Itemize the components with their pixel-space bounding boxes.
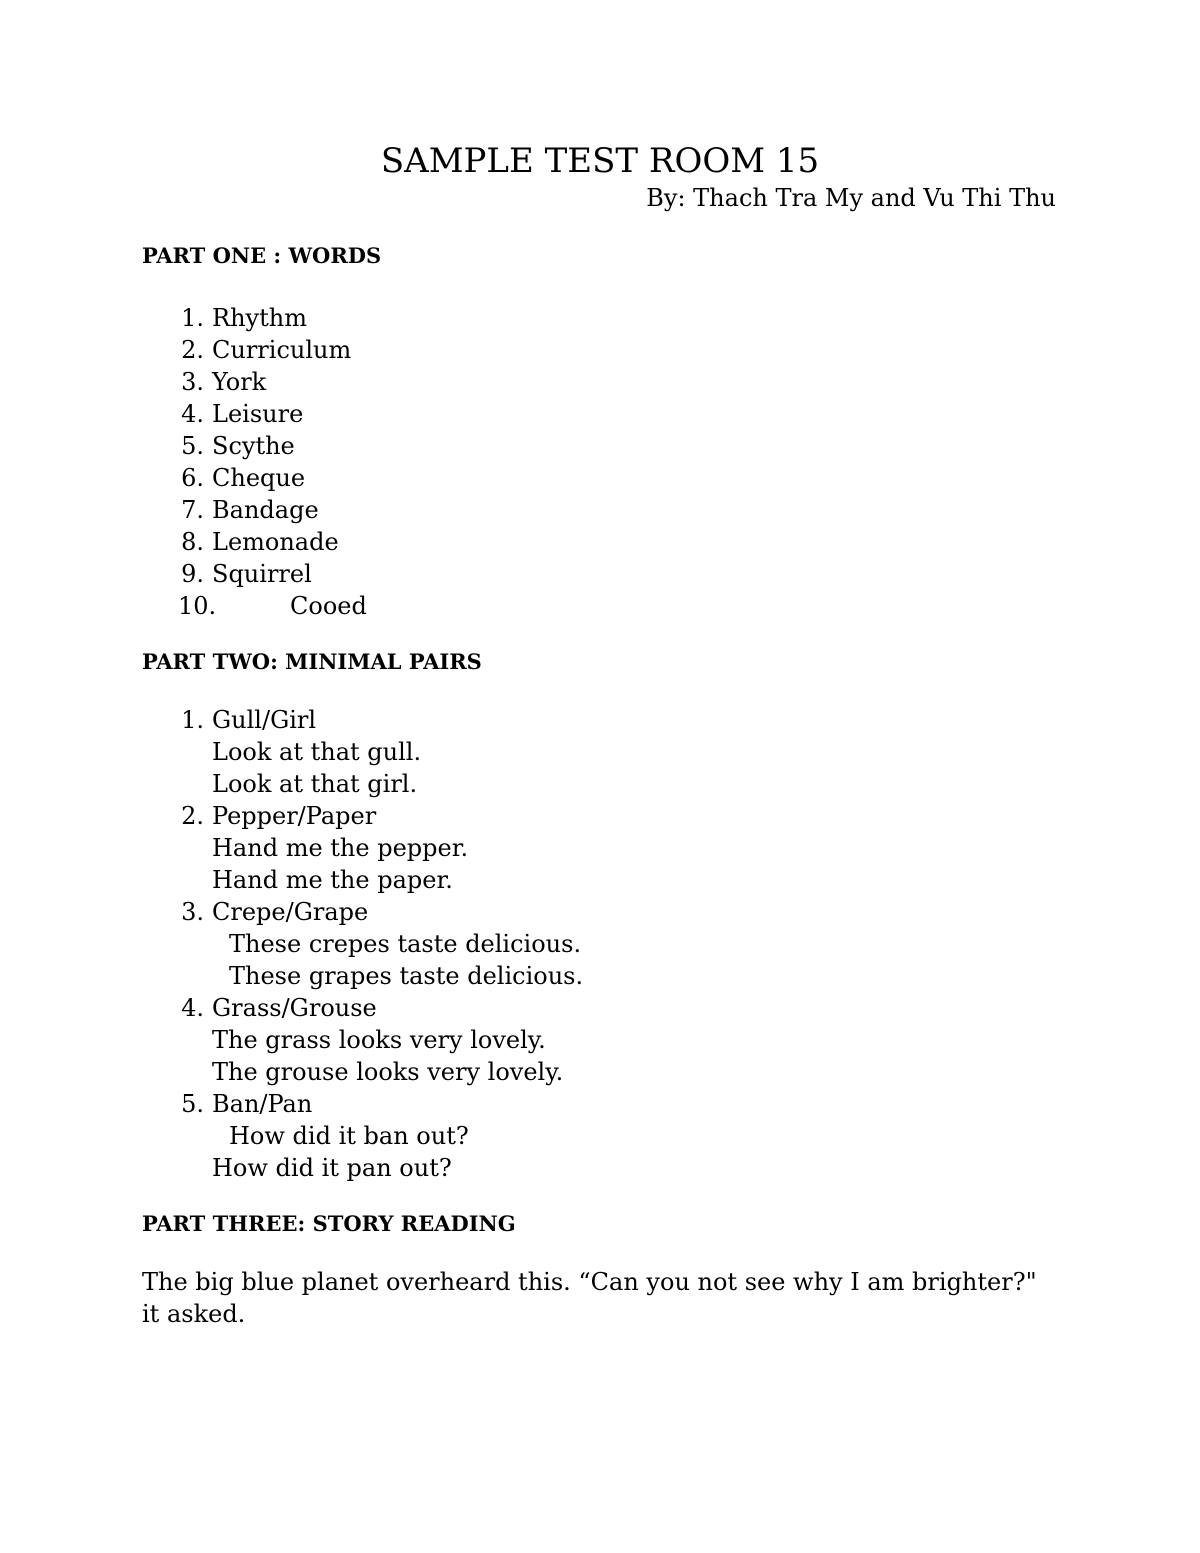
item-number: 3. (181, 898, 204, 926)
word-text: Scythe (212, 432, 295, 460)
word-text: Leisure (212, 400, 304, 428)
pair-sentence: Look at that girl. (212, 770, 418, 798)
part-three-heading: PART THREE: STORY READING (142, 1211, 516, 1236)
item-number: 4. (181, 994, 204, 1022)
word-text: Lemonade (212, 528, 339, 556)
list-item (142, 558, 742, 590)
item-number: 3. (181, 368, 204, 396)
list-item (142, 896, 842, 992)
pair-sentence: Look at that gull. (212, 738, 422, 766)
item-number: 9. (181, 560, 204, 588)
list-item (142, 1088, 842, 1184)
pair-words: Ban/Pan (212, 1090, 313, 1118)
item-number: 2. (181, 336, 204, 364)
item-number: 6. (181, 464, 204, 492)
list-item (142, 302, 742, 334)
list-item (142, 462, 742, 494)
item-number: 5. (181, 1090, 204, 1118)
list-item (142, 398, 742, 430)
pair-sentence: These crepes taste delicious. (229, 930, 582, 958)
list-item (142, 366, 742, 398)
pair-sentence: How did it pan out? (212, 1154, 452, 1182)
item-number: 10. (178, 592, 217, 620)
minimal-pairs-list (142, 704, 842, 1184)
list-item (142, 526, 742, 558)
pair-sentence: These grapes taste delicious. (229, 962, 584, 990)
word-text: Cheque (212, 464, 306, 492)
list-item (142, 704, 842, 800)
pair-words: Crepe/Grape (212, 898, 369, 926)
list-item (142, 992, 842, 1088)
word-text: Cooed (290, 592, 367, 620)
part-two-heading: PART TWO: MINIMAL PAIRS (142, 649, 482, 674)
word-text: Bandage (212, 496, 319, 524)
item-number: 4. (181, 400, 204, 428)
word-text: Curriculum (212, 336, 352, 364)
word-text: Squirrel (212, 560, 312, 588)
pair-sentence: Hand me the paper. (212, 866, 453, 894)
pair-sentence: The grass looks very lovely. (212, 1026, 546, 1054)
list-item (142, 430, 742, 462)
item-number: 5. (181, 432, 204, 460)
list-item (142, 800, 842, 896)
pair-words: Pepper/Paper (212, 802, 377, 830)
list-item (142, 494, 742, 526)
item-number: 2. (181, 802, 204, 830)
item-number: 7. (181, 496, 204, 524)
story-text: The big blue planet overheard this. “Can you not see why I am brighter?" it asked. (142, 1268, 1037, 1328)
document-byline: By: Thach Tra My and Vu Thi Thu (646, 184, 1056, 212)
list-item (142, 334, 742, 366)
word-text: York (212, 368, 267, 396)
words-list (142, 302, 742, 622)
pair-sentence: Hand me the pepper. (212, 834, 469, 862)
item-number: 1. (181, 304, 204, 332)
pair-sentence: How did it ban out? (229, 1122, 469, 1150)
word-text: Rhythm (212, 304, 307, 332)
pair-sentence: The grouse looks very lovely. (212, 1058, 564, 1086)
pair-words: Gull/Girl (212, 706, 317, 734)
document-title: SAMPLE TEST ROOM 15 (380, 141, 820, 181)
item-number: 1. (181, 706, 204, 734)
pair-words: Grass/Grouse (212, 994, 377, 1022)
list-item (142, 590, 742, 622)
part-one-heading: PART ONE : WORDS (142, 243, 382, 268)
item-number: 8. (181, 528, 204, 556)
